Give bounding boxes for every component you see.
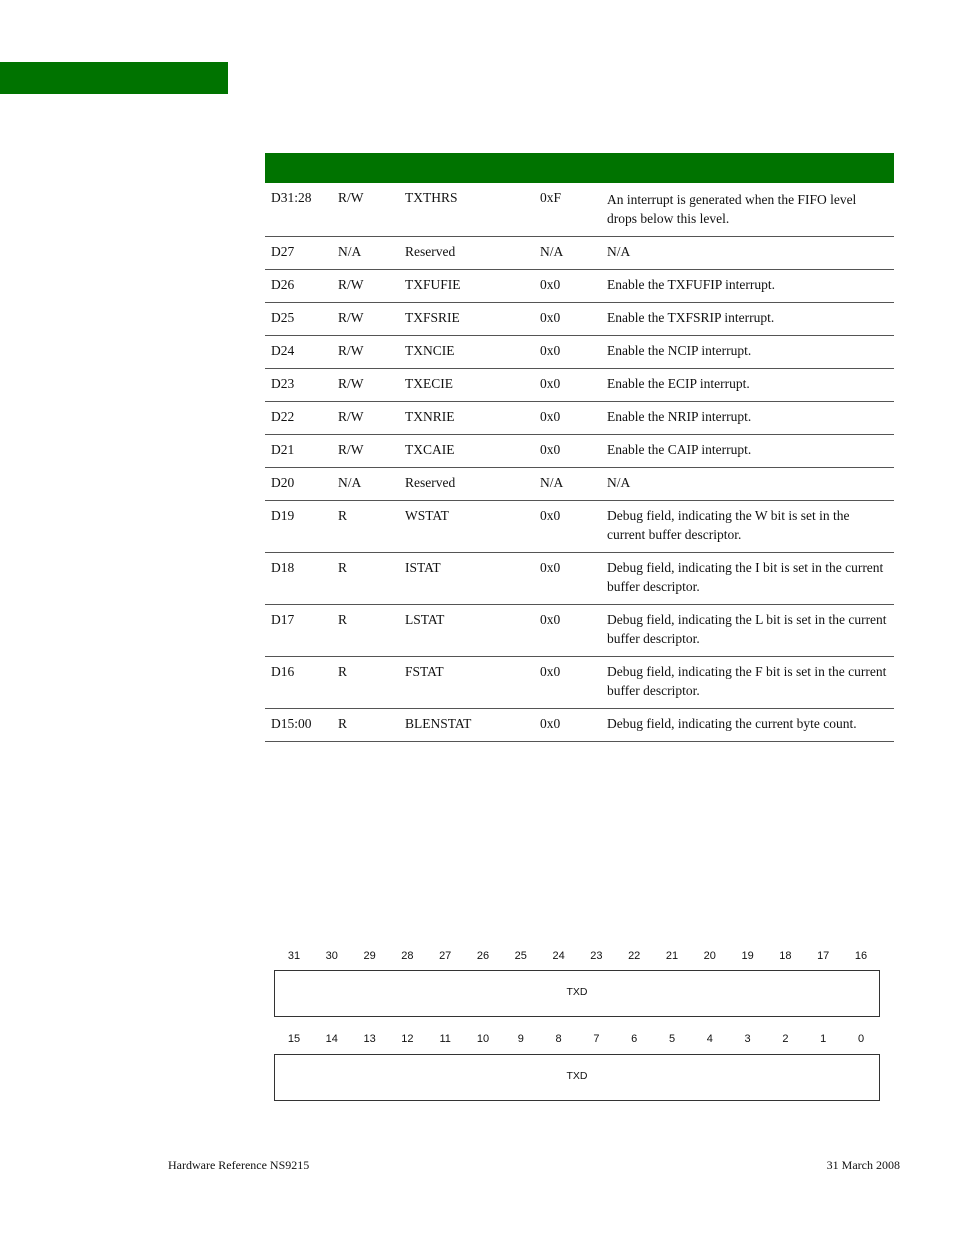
description-cell (601, 709, 894, 742)
description-text: Enable the NRIP interrupt. (607, 409, 752, 424)
reset-cell: 0x0 (534, 435, 601, 468)
bit-number: 2 (782, 1033, 789, 1045)
header-cell (601, 153, 894, 183)
bit-field-cell: D18 (265, 553, 332, 605)
reset-cell: 0x0 (534, 303, 601, 336)
mnemonic-cell: TXTHRS (399, 183, 534, 237)
bit-number: 3 (744, 1033, 751, 1045)
bit-number: 26 (476, 950, 490, 962)
table-row (265, 605, 894, 657)
access-cell: R/W (332, 303, 399, 336)
description-text: Enable the NCIP interrupt. (607, 343, 752, 358)
bit-number: 19 (741, 950, 754, 962)
bit-field-cell: D21 (265, 435, 332, 468)
reset-cell: 0x0 (534, 402, 601, 435)
bit-numbers-upper (274, 950, 880, 966)
access-cell: R/W (332, 336, 399, 369)
bit-number: 8 (555, 1033, 562, 1045)
bit-field-cell: D16 (265, 657, 332, 709)
bit-number: 7 (593, 1033, 600, 1045)
header-cell (265, 153, 332, 183)
mnemonic-cell: TXNCIE (399, 336, 534, 369)
bit-number: 12 (401, 1033, 414, 1045)
table-row (265, 553, 894, 605)
bit-number: 29 (363, 950, 376, 962)
bit-number: 24 (552, 950, 565, 962)
mnemonic-cell: TXFUFIE (399, 270, 534, 303)
mnemonic-cell: TXECIE (399, 369, 534, 402)
table-body (265, 183, 894, 742)
reset-cell: 0x0 (534, 369, 601, 402)
description-cell (601, 270, 894, 303)
access-cell: R/W (332, 435, 399, 468)
bit-field-cell: D31:28 (265, 183, 332, 237)
bit-field-upper (274, 970, 880, 1017)
mnemonic-cell: TXCAIE (399, 435, 534, 468)
bit-number: 20 (703, 950, 716, 962)
bit-number: 27 (439, 950, 452, 962)
mnemonic-cell: Reserved (399, 468, 534, 501)
bit-number: 5 (668, 1033, 676, 1045)
description-cell (601, 501, 894, 553)
description-text: Enable the CAIP interrupt. (607, 442, 752, 457)
access-cell: R/W (332, 402, 399, 435)
bit-number: 10 (476, 1033, 490, 1045)
access-cell: R/W (332, 183, 399, 237)
bit-field-cell: D27 (265, 237, 332, 270)
description-text: N/A (607, 475, 631, 490)
description-text: An interrupt is generated when the FIFO level drops below this level. (607, 192, 857, 226)
reset-cell: 0x0 (534, 657, 601, 709)
bit-number: 4 (706, 1033, 713, 1045)
table-row (265, 468, 894, 501)
description-text: Debug field, indicating the F bit is set in the current buffer descriptor. (607, 664, 887, 698)
header-cell (332, 153, 399, 183)
table-row (265, 657, 894, 709)
mnemonic-cell: TXNRIE (399, 402, 534, 435)
bit-field-cell: D17 (265, 605, 332, 657)
description-text: N/A (607, 244, 631, 259)
access-cell: R (332, 605, 399, 657)
description-text: Enable the TXFUFIP interrupt. (607, 277, 775, 292)
table-row (265, 369, 894, 402)
bit-number: 30 (325, 950, 338, 962)
table-row (265, 435, 894, 468)
access-cell: R/W (332, 270, 399, 303)
table-row (265, 270, 894, 303)
bit-numbers-lower (274, 1033, 880, 1049)
bit-field-cell: D25 (265, 303, 332, 336)
description-cell (601, 303, 894, 336)
access-cell: R (332, 553, 399, 605)
bit-number: 9 (517, 1033, 524, 1045)
table-row (265, 402, 894, 435)
bit-field-label: TXD (566, 986, 588, 998)
footer-date: 31 March 2008 (826, 1158, 900, 1172)
table-row (265, 303, 894, 336)
description-cell (601, 237, 894, 270)
table-row (265, 709, 894, 742)
description-cell (601, 369, 894, 402)
bit-number: 6 (631, 1033, 638, 1045)
bit-number: 22 (628, 950, 641, 962)
reset-cell: 0x0 (534, 270, 601, 303)
bit-field-cell: D19 (265, 501, 332, 553)
bit-field-cell: D15:00 (265, 709, 332, 742)
access-cell: R (332, 657, 399, 709)
reset-cell: 0x0 (534, 336, 601, 369)
description-cell (601, 468, 894, 501)
reset-cell: N/A (534, 237, 601, 270)
table-row (265, 501, 894, 553)
description-text: Debug field, indicating the current byte count. (607, 716, 857, 731)
bit-field-cell: D24 (265, 336, 332, 369)
description-cell (601, 553, 894, 605)
description-text: Enable the TXFSRIP interrupt. (607, 310, 775, 325)
table-header (265, 153, 894, 183)
description-cell (601, 657, 894, 709)
reset-cell: 0xF (534, 183, 601, 237)
table-row (265, 237, 894, 270)
mnemonic-cell: Reserved (399, 237, 534, 270)
reset-cell: N/A (534, 468, 601, 501)
mnemonic-cell: WSTAT (399, 501, 534, 553)
access-cell: N/A (332, 237, 399, 270)
description-cell (601, 605, 894, 657)
bit-number: 25 (514, 950, 527, 962)
access-cell: N/A (332, 468, 399, 501)
table-row (265, 183, 894, 237)
access-cell: R (332, 709, 399, 742)
description-cell (601, 183, 894, 237)
access-cell: R (332, 501, 399, 553)
register-bit-table (265, 153, 894, 742)
bit-number: 21 (665, 950, 679, 962)
description-cell (601, 402, 894, 435)
table-row (265, 336, 894, 369)
header-cell (399, 153, 534, 183)
description-text: Debug field, indicating the L bit is set in the current buffer descriptor. (607, 612, 887, 646)
footer-document-title: Hardware Reference NS9215 (168, 1158, 310, 1172)
description-text: Debug field, indicating the I bit is set in the current buffer descriptor. (607, 560, 884, 594)
description-cell (601, 336, 894, 369)
reset-cell: 0x0 (534, 605, 601, 657)
mnemonic-cell: LSTAT (399, 605, 534, 657)
bit-field-cell: D22 (265, 402, 332, 435)
bit-number: 31 (287, 950, 301, 962)
bit-number: 0 (857, 1033, 865, 1045)
bit-number: 18 (779, 950, 792, 962)
reset-cell: 0x0 (534, 501, 601, 553)
bit-field-label: TXD (566, 1070, 588, 1082)
bit-field-cell: D26 (265, 270, 332, 303)
bit-number: 11 (439, 1033, 451, 1045)
mnemonic-cell: BLENSTAT (399, 709, 534, 742)
description-text: Debug field, indicating the W bit is set in the current buffer descriptor. (607, 508, 850, 542)
reset-cell: 0x0 (534, 553, 601, 605)
bit-number: 17 (817, 950, 830, 962)
bit-number: 13 (363, 1033, 376, 1045)
bit-number: 23 (590, 950, 603, 962)
bit-number: 1 (820, 1033, 827, 1045)
description-cell (601, 435, 894, 468)
mnemonic-cell: FSTAT (399, 657, 534, 709)
bit-number: 15 (287, 1033, 301, 1045)
bit-number: 16 (854, 950, 868, 962)
bit-field-cell: D23 (265, 369, 332, 402)
access-cell: R/W (332, 369, 399, 402)
bit-field-lower (274, 1054, 880, 1101)
reset-cell: 0x0 (534, 709, 601, 742)
header-cell (534, 153, 601, 183)
bit-number: 14 (325, 1033, 338, 1045)
bit-field-cell: D20 (265, 468, 332, 501)
mnemonic-cell: ISTAT (399, 553, 534, 605)
description-text: Enable the ECIP interrupt. (607, 376, 750, 391)
chapter-tab (0, 62, 228, 94)
bit-number: 28 (401, 950, 414, 962)
mnemonic-cell: TXFSRIE (399, 303, 534, 336)
